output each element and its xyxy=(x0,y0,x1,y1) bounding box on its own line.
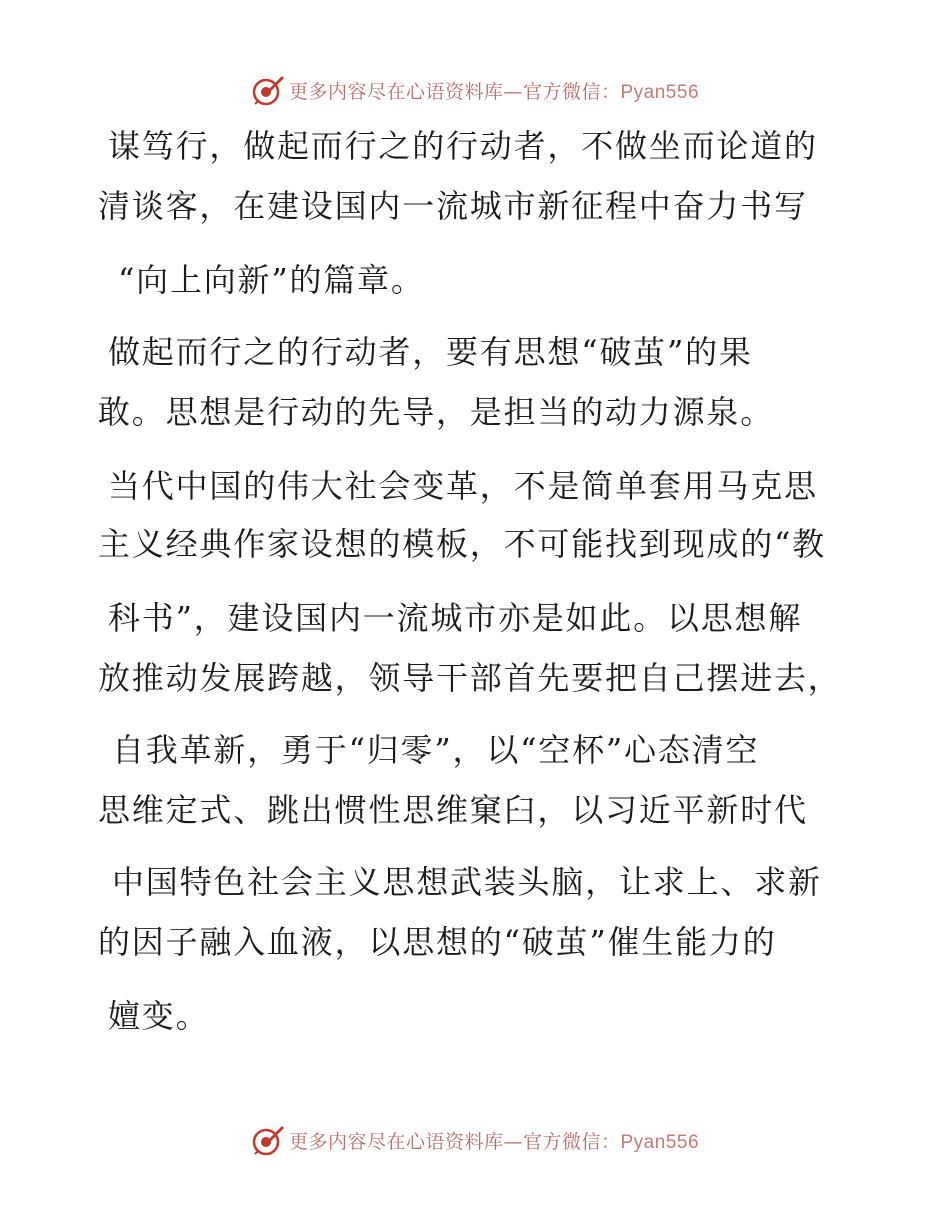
body-line-2: 清谈客，在建设国内一流城市新征程中奋力书写 xyxy=(98,187,808,225)
body-line-9: 放推动发展跨越，领导干部首先要把自己摆进去， xyxy=(98,659,842,697)
body-line-14: 嬗变。 xyxy=(108,997,210,1035)
body-line-5: 敢。思想是行动的先导，是担当的动力源泉。 xyxy=(98,393,775,431)
pen-logo-icon xyxy=(251,1123,285,1157)
footer-watermark-label: 更多内容尽在心语资料库—官方微信： xyxy=(288,1130,621,1153)
header-watermark-label: 更多内容尽在心语资料库—官方微信： xyxy=(288,80,621,103)
body-line-1: 谋笃行，做起而行之的行动者，不做坐而论道的 xyxy=(108,127,818,165)
header-wechat-handle: Pyan556 xyxy=(620,81,700,103)
body-line-10: 自我革新，勇于“归零”，以“空杯”心态清空 xyxy=(112,731,760,769)
body-line-8: 科书”，建设国内一流城市亦是如此。以思想解 xyxy=(108,599,803,637)
body-line-6: 当代中国的伟大社会变革，不是简单套用马克思 xyxy=(108,467,818,505)
body-line-3: “向上向新”的篇章。 xyxy=(118,261,425,299)
body-line-4: 做起而行之的行动者，要有思想“破茧”的果 xyxy=(108,333,753,371)
body-line-11: 思维定式、跳出惯性思维窠臼，以习近平新时代 xyxy=(98,791,808,829)
body-line-7: 主义经典作家设想的模板，不可能找到现成的“教 xyxy=(98,525,826,563)
body-line-12: 中国特色社会主义思想武装头脑，让求上、求新 xyxy=(112,863,822,901)
footer-watermark xyxy=(0,1120,950,1160)
footer-wechat-handle: Pyan556 xyxy=(620,1131,700,1153)
body-line-13: 的因子融入血液，以思想的“破茧”催生能力的 xyxy=(98,923,777,961)
footer-watermark-text xyxy=(289,1127,699,1154)
